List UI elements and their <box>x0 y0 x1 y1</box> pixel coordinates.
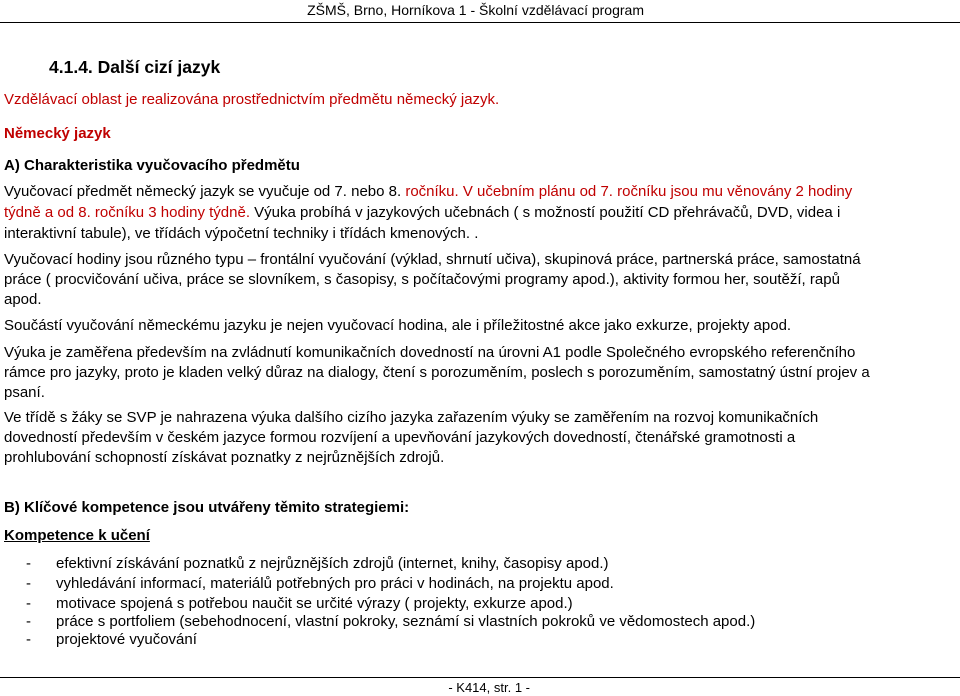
para1-line2-b: Výuka probíhá v jazykových učebnách ( s možností použití CD přehrávačů, DVD, videa i <box>250 204 841 221</box>
footer-rule <box>0 677 960 678</box>
bullet-dash: - <box>26 595 31 612</box>
list-item-text: projektové vyučování <box>56 631 197 648</box>
competence-heading: Kompetence k učení <box>4 527 150 544</box>
list-item-text: motivace spojená s potřebou naučit se určité výrazy ( projekty, exkurze apod.) <box>56 595 573 612</box>
bullet-dash: - <box>26 631 31 648</box>
page-header: ZŠMŠ, Brno, Horníkova 1 - Školní vzdělávací program <box>307 2 644 18</box>
para5-line3: prohlubování schopností získávat poznatky z nejrůznějších zdrojů. <box>4 449 445 466</box>
para1-line1 <box>4 182 852 202</box>
para4-line3: psaní. <box>4 384 45 401</box>
para2-line2: práce ( procvičování učiva, práce se slovníkem, s časopisy, s počítačovými programy apod.), aktivity formou her, soutěží, rapů <box>4 271 840 288</box>
list-item-text: vyhledávání informací, materiálů potřebných pro práci v hodinách, na projektu apod. <box>56 575 614 592</box>
para1-line1-b: ročníku. V učebním plánu od 7. ročníku jsou mu věnovány 2 hodiny <box>405 183 853 200</box>
list-item-text: efektivní získávání poznatků z nejrůznějších zdrojů (internet, knihy, časopisy apod.) <box>56 555 609 572</box>
para4-line2: rámce pro jazyky, proto je kladen velký důraz na dialogy, čtení s porozuměním, poslech s porozuměním, samostatný ústní projev a <box>4 364 870 381</box>
para2-line1: Vyučovací hodiny jsou různého typu – frontální vyučování (výklad, shrnutí učiva), skupinová práce, partnerská práce, samostatná <box>4 251 861 268</box>
header-rule <box>0 22 960 23</box>
list-item-text: práce s portfoliem (sebehodnocení, vlastní pokroky, seznámí si vlastních pokroků ve vědomostech apod.) <box>56 613 756 630</box>
part-a-heading: A) Charakteristika vyučovacího předmětu <box>4 157 300 174</box>
section-title: 4.1.4. Další cizí jazyk <box>49 57 221 77</box>
page-footer: - K414, str. 1 - <box>448 680 530 695</box>
bullet-dash: - <box>26 555 31 572</box>
para1-line3: interaktivní tabule), ve třídách výpočetní techniky i třídách kmenových. . <box>4 225 479 242</box>
para3: Součástí vyučování německému jazyku je nejen vyučovací hodina, ale i příležitostné akce jako exkurze, projekty apod. <box>4 317 792 334</box>
part-b-heading: B) Klíčové kompetence jsou utvářeny těmito strategiemi: <box>4 499 410 516</box>
bullet-dash: - <box>26 613 31 630</box>
para1-line2 <box>4 203 840 223</box>
bullet-dash: - <box>26 575 31 592</box>
para4-line1: Výuka je zaměřena především na zvládnutí komunikačních dovedností na úrovni A1 podle Společného evropského referenčního <box>4 344 856 361</box>
intro-text: Vzdělávací oblast je realizována prostřednictvím předmětu německý jazyk. <box>4 91 500 108</box>
para1-line2-a: týdně a od 8. ročníku 3 hodiny týdně. <box>4 204 250 221</box>
para2-line3: apod. <box>4 291 42 308</box>
para5-line1: Ve třídě s žáky se SVP je nahrazena výuka dalšího cizího jazyka zařazením výuky se zaměřením na rozvoj komunikačních <box>4 409 819 426</box>
para5-line2: dovedností především v českém jazyce formou rozvíjení a upevňování jazykových dovedností, čtenářské gramotnosti a <box>4 429 796 446</box>
para1-line1-a: Vyučovací předmět německý jazyk se vyučuje od 7. nebo 8. <box>4 183 406 200</box>
subject-heading: Německý jazyk <box>4 125 111 142</box>
